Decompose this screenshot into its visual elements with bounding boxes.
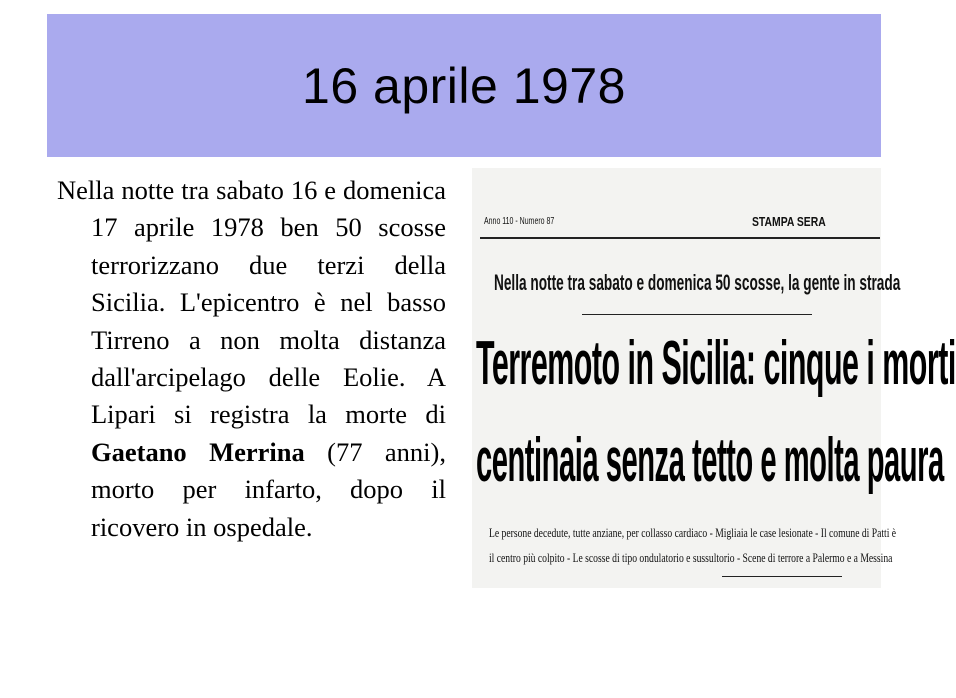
clipping-headline-line2: centinaia senza tetto e molta paura <box>476 426 944 495</box>
clipping-subheadline-line2: il centro più colpito - Le scosse di tipo ondulatorio e sussultorio - Scene di terrore a Palermo e a Messina <box>489 550 893 565</box>
clipping-bottom-rule <box>722 576 842 577</box>
clipping-issue-number: Anno 110 - Numero 87 <box>484 216 555 227</box>
clipping-masthead-rule <box>480 237 880 239</box>
newspaper-clipping <box>472 168 956 588</box>
clipping-masthead <box>484 212 879 234</box>
body-text-part1: Nella notte tra sabato 16 e domenica 17 aprile 1978 ben 50 scosse terrorizzano due terzi della Sicilia. L'epicentro è nel basso Tirreno a non molta distanza dall'arcipelago delle Eolie. A Lipari si registra la morte di <box>57 175 446 430</box>
clipping-newspaper-name: STAMPA SERA <box>752 214 826 229</box>
clipping-kicker-rule <box>582 314 812 315</box>
clipping-headline-line1: Terremoto in Sicilia: cinque i morti <box>476 329 956 398</box>
slide-title: 16 aprile 1978 <box>302 57 626 114</box>
body-text-part2: (77 anni), morto per infarto, dopo il ricovero in ospedale. <box>91 436 446 542</box>
clipping-kicker: Nella notte tra sabato e domenica 50 scosse, la gente in strada <box>494 270 901 295</box>
clipping-subheadline-line1: Le persone decedute, tutte anziane, per collasso cardiaco - Migliaia le case lesionate - Il comune di Patti è <box>489 525 897 540</box>
body-text-name: Gaetano Merrina <box>91 436 305 467</box>
slide-body-text <box>57 172 446 546</box>
slide-title-bar <box>47 14 881 157</box>
